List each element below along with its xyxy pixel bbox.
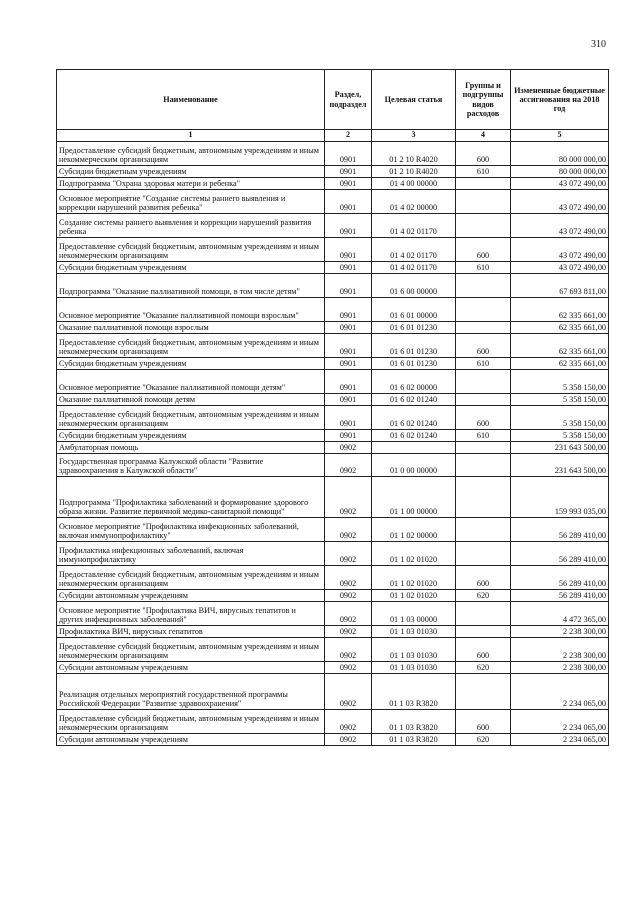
row-expense-group: 610 — [456, 166, 511, 178]
row-section: 0901 — [325, 238, 372, 262]
row-expense-group — [456, 477, 511, 518]
row-target-article: 01 6 01 01230 — [372, 334, 456, 358]
table-row — [57, 262, 609, 274]
row-section: 0902 — [325, 442, 372, 454]
row-name: Предоставление субсидий бюджетным, автономным учреждениям и иным некоммерческим организациям — [57, 710, 325, 734]
row-name: Реализация отдельных мероприятий государственной программы Российской Федерации "Развитие здравоохранения" — [57, 674, 325, 710]
row-target-article: 01 6 02 01240 — [372, 394, 456, 406]
row-target-article: 01 4 02 01170 — [372, 214, 456, 238]
row-section: 0901 — [325, 358, 372, 370]
row-target-article: 01 1 02 00000 — [372, 518, 456, 542]
table-row — [57, 454, 609, 477]
row-target-article: 01 0 00 00000 — [372, 454, 456, 477]
row-allocation: 159 993 035,00 — [511, 477, 609, 518]
row-name: Основное мероприятие "Профилактика инфекционных заболеваний, включая иммунопрофилактику" — [57, 518, 325, 542]
row-expense-group — [456, 322, 511, 334]
row-target-article: 01 4 02 01170 — [372, 262, 456, 274]
row-expense-group — [456, 274, 511, 298]
row-section: 0902 — [325, 710, 372, 734]
row-name: Предоставление субсидий бюджетным, автономным учреждениям и иным некоммерческим организациям — [57, 142, 325, 166]
row-target-article: 01 2 10 R4020 — [372, 142, 456, 166]
header-target-article: Целевая статья — [372, 70, 456, 130]
row-target-article: 01 1 02 01020 — [372, 542, 456, 566]
row-section: 0901 — [325, 298, 372, 322]
row-section: 0901 — [325, 274, 372, 298]
row-name: Оказание паллиативной помощи взрослым — [57, 322, 325, 334]
row-target-article: 01 1 03 R3820 — [372, 674, 456, 710]
table-row — [57, 430, 609, 442]
row-name: Субсидии бюджетным учреждениям — [57, 262, 325, 274]
row-name: Основное мероприятие "Оказание паллиативной помощи детям" — [57, 370, 325, 394]
row-expense-group — [456, 454, 511, 477]
row-section: 0902 — [325, 626, 372, 638]
row-name: Субсидии бюджетным учреждениям — [57, 358, 325, 370]
row-expense-group — [456, 370, 511, 394]
row-name: Предоставление субсидий бюджетным, автономным учреждениям и иным некоммерческим организациям — [57, 566, 325, 590]
row-name: Основное мероприятие "Профилактика ВИЧ, вирусных гепатитов и других инфекционных заболеваний" — [57, 602, 325, 626]
row-section: 0902 — [325, 477, 372, 518]
column-number: 3 — [372, 130, 456, 142]
row-target-article: 01 1 00 00000 — [372, 477, 456, 518]
row-allocation: 5 358 150,00 — [511, 430, 609, 442]
row-target-article: 01 6 01 01230 — [372, 358, 456, 370]
header-section: Раздел, подраздел — [325, 70, 372, 130]
row-name: Субсидии бюджетным учреждениям — [57, 430, 325, 442]
row-allocation: 43 072 490,00 — [511, 214, 609, 238]
row-section: 0902 — [325, 566, 372, 590]
row-allocation: 231 643 500,00 — [511, 442, 609, 454]
row-allocation: 62 335 661,00 — [511, 334, 609, 358]
row-expense-group — [456, 674, 511, 710]
table-row — [57, 602, 609, 626]
row-allocation: 231 643 500,00 — [511, 454, 609, 477]
row-name: Предоставление субсидий бюджетным, автономным учреждениям и иным некоммерческим организациям — [57, 334, 325, 358]
row-allocation: 5 358 150,00 — [511, 370, 609, 394]
row-target-article: 01 1 03 R3820 — [372, 710, 456, 734]
row-expense-group: 620 — [456, 590, 511, 602]
row-section: 0901 — [325, 394, 372, 406]
row-section: 0901 — [325, 430, 372, 442]
row-expense-group — [456, 394, 511, 406]
row-expense-group — [456, 518, 511, 542]
table-row — [57, 214, 609, 238]
row-target-article: 01 6 00 00000 — [372, 274, 456, 298]
row-section: 0901 — [325, 334, 372, 358]
row-allocation: 56 289 410,00 — [511, 566, 609, 590]
table-row — [57, 626, 609, 638]
row-name: Амбулаторная помощь — [57, 442, 325, 454]
header-name: Наименование — [57, 70, 325, 130]
row-expense-group — [456, 626, 511, 638]
table-row — [57, 590, 609, 602]
row-allocation: 2 234 065,00 — [511, 734, 609, 746]
table-row — [57, 238, 609, 262]
table-row — [57, 477, 609, 518]
row-expense-group — [456, 298, 511, 322]
table-row — [57, 638, 609, 662]
row-allocation: 43 072 490,00 — [511, 262, 609, 274]
row-section: 0902 — [325, 662, 372, 674]
row-allocation: 56 289 410,00 — [511, 590, 609, 602]
row-expense-group — [456, 542, 511, 566]
table-row — [57, 274, 609, 298]
row-allocation: 2 238 300,00 — [511, 662, 609, 674]
row-section: 0902 — [325, 518, 372, 542]
row-allocation: 43 072 490,00 — [511, 238, 609, 262]
row-section: 0902 — [325, 674, 372, 710]
row-expense-group — [456, 214, 511, 238]
row-section: 0902 — [325, 734, 372, 746]
row-expense-group: 600 — [456, 406, 511, 430]
header-allocations: Измененные бюджетные ассигнования на 2018 год — [511, 70, 609, 130]
row-target-article: 01 1 02 01020 — [372, 566, 456, 590]
row-section: 0901 — [325, 406, 372, 430]
row-target-article: 01 1 03 01030 — [372, 662, 456, 674]
row-name: Предоставление субсидий бюджетным, автономным учреждениям и иным некоммерческим организациям — [57, 406, 325, 430]
table-row — [57, 178, 609, 190]
row-allocation: 5 358 150,00 — [511, 394, 609, 406]
table-row — [57, 394, 609, 406]
column-number: 1 — [57, 130, 325, 142]
row-allocation: 80 000 000,00 — [511, 166, 609, 178]
row-allocation: 4 472 365,00 — [511, 602, 609, 626]
row-allocation: 2 234 065,00 — [511, 674, 609, 710]
row-name: Профилактика ВИЧ, вирусных гепатитов — [57, 626, 325, 638]
row-expense-group — [456, 190, 511, 214]
table-row — [57, 674, 609, 710]
row-target-article: 01 6 01 01230 — [372, 322, 456, 334]
row-name: Создание системы раннего выявления и коррекции нарушений развития ребенка — [57, 214, 325, 238]
row-target-article: 01 1 03 01030 — [372, 626, 456, 638]
table-row — [57, 566, 609, 590]
table-row — [57, 442, 609, 454]
row-section: 0901 — [325, 370, 372, 394]
row-allocation: 80 000 000,00 — [511, 142, 609, 166]
row-allocation: 56 289 410,00 — [511, 542, 609, 566]
table-row — [57, 370, 609, 394]
row-target-article: 01 6 02 00000 — [372, 370, 456, 394]
table-row — [57, 322, 609, 334]
header-expense-groups: Группы и подгруппы видов расходов — [456, 70, 511, 130]
row-expense-group: 600 — [456, 638, 511, 662]
row-expense-group: 600 — [456, 238, 511, 262]
row-section: 0901 — [325, 214, 372, 238]
column-number-row — [57, 130, 609, 142]
table-row — [57, 358, 609, 370]
row-target-article: 01 6 01 00000 — [372, 298, 456, 322]
row-expense-group: 610 — [456, 262, 511, 274]
row-section: 0901 — [325, 166, 372, 178]
row-expense-group: 610 — [456, 430, 511, 442]
table-row — [57, 406, 609, 430]
row-name: Субсидии автономным учреждениям — [57, 590, 325, 602]
row-name: Субсидии бюджетным учреждениям — [57, 166, 325, 178]
row-allocation: 43 072 490,00 — [511, 190, 609, 214]
row-allocation: 67 693 811,00 — [511, 274, 609, 298]
column-number: 2 — [325, 130, 372, 142]
row-allocation: 62 335 661,00 — [511, 322, 609, 334]
table-row — [57, 142, 609, 166]
row-allocation: 43 072 490,00 — [511, 178, 609, 190]
column-number: 5 — [511, 130, 609, 142]
row-allocation: 62 335 661,00 — [511, 358, 609, 370]
row-section: 0902 — [325, 454, 372, 477]
row-expense-group — [456, 602, 511, 626]
row-name: Предоставление субсидий бюджетным, автономным учреждениям и иным некоммерческим организациям — [57, 638, 325, 662]
table-row — [57, 166, 609, 178]
row-section: 0901 — [325, 322, 372, 334]
table-body — [57, 142, 609, 746]
row-name: Субсидии автономным учреждениям — [57, 734, 325, 746]
row-expense-group: 600 — [456, 566, 511, 590]
row-expense-group: 600 — [456, 334, 511, 358]
row-section: 0902 — [325, 590, 372, 602]
row-target-article: 01 1 02 01020 — [372, 590, 456, 602]
row-name: Оказание паллиативной помощи детям — [57, 394, 325, 406]
table-row — [57, 298, 609, 322]
header-row — [57, 70, 609, 130]
table-row — [57, 518, 609, 542]
row-target-article: 01 1 03 R3820 — [372, 734, 456, 746]
row-section: 0901 — [325, 262, 372, 274]
row-name: Государственная программа Калужской области "Развитие здравоохранения в Калужской области" — [57, 454, 325, 477]
row-target-article: 01 1 03 01030 — [372, 638, 456, 662]
row-expense-group: 620 — [456, 662, 511, 674]
row-target-article: 01 4 02 00000 — [372, 190, 456, 214]
row-expense-group: 620 — [456, 734, 511, 746]
row-allocation: 2 238 300,00 — [511, 626, 609, 638]
row-name: Субсидии автономным учреждениям — [57, 662, 325, 674]
row-expense-group — [456, 442, 511, 454]
table-row — [57, 542, 609, 566]
row-expense-group — [456, 178, 511, 190]
budget-table — [56, 69, 609, 746]
row-section: 0901 — [325, 142, 372, 166]
row-name: Предоставление субсидий бюджетным, автономным учреждениям и иным некоммерческим организациям — [57, 238, 325, 262]
table-row — [57, 734, 609, 746]
page-number: 310 — [591, 39, 606, 50]
table-row — [57, 662, 609, 674]
row-target-article: 01 4 02 01170 — [372, 238, 456, 262]
row-name: Основное мероприятие "Создание системы раннего выявления и коррекции нарушений развития ребенка" — [57, 190, 325, 214]
row-allocation: 56 289 410,00 — [511, 518, 609, 542]
row-section: 0902 — [325, 602, 372, 626]
row-allocation: 2 238 300,00 — [511, 638, 609, 662]
table-row — [57, 190, 609, 214]
row-allocation: 5 358 150,00 — [511, 406, 609, 430]
row-expense-group: 600 — [456, 142, 511, 166]
row-section: 0902 — [325, 638, 372, 662]
row-target-article: 01 6 02 01240 — [372, 430, 456, 442]
row-target-article: 01 6 02 01240 — [372, 406, 456, 430]
row-target-article: 01 4 00 00000 — [372, 178, 456, 190]
row-target-article — [372, 442, 456, 454]
table-row — [57, 334, 609, 358]
row-name: Подпрограмма "Охрана здоровья матери и ребенка" — [57, 178, 325, 190]
row-name: Основное мероприятие "Оказание паллиативной помощи взрослым" — [57, 298, 325, 322]
row-target-article: 01 1 03 00000 — [372, 602, 456, 626]
column-number: 4 — [456, 130, 511, 142]
row-name: Подпрограмма "Оказание паллиативной помощи, в том числе детям" — [57, 274, 325, 298]
row-expense-group: 600 — [456, 710, 511, 734]
row-name: Профилактика инфекционных заболеваний, включая иммунопрофилактику — [57, 542, 325, 566]
row-section: 0902 — [325, 542, 372, 566]
table-row — [57, 710, 609, 734]
row-expense-group: 610 — [456, 358, 511, 370]
row-allocation: 2 234 065,00 — [511, 710, 609, 734]
row-section: 0901 — [325, 178, 372, 190]
row-target-article: 01 2 10 R4020 — [372, 166, 456, 178]
row-section: 0901 — [325, 190, 372, 214]
row-name: Подпрограмма "Профилактика заболеваний и формирование здорового образа жизни. Развитие первичной медико-санитарной помощи" — [57, 477, 325, 518]
row-allocation: 62 335 661,00 — [511, 298, 609, 322]
